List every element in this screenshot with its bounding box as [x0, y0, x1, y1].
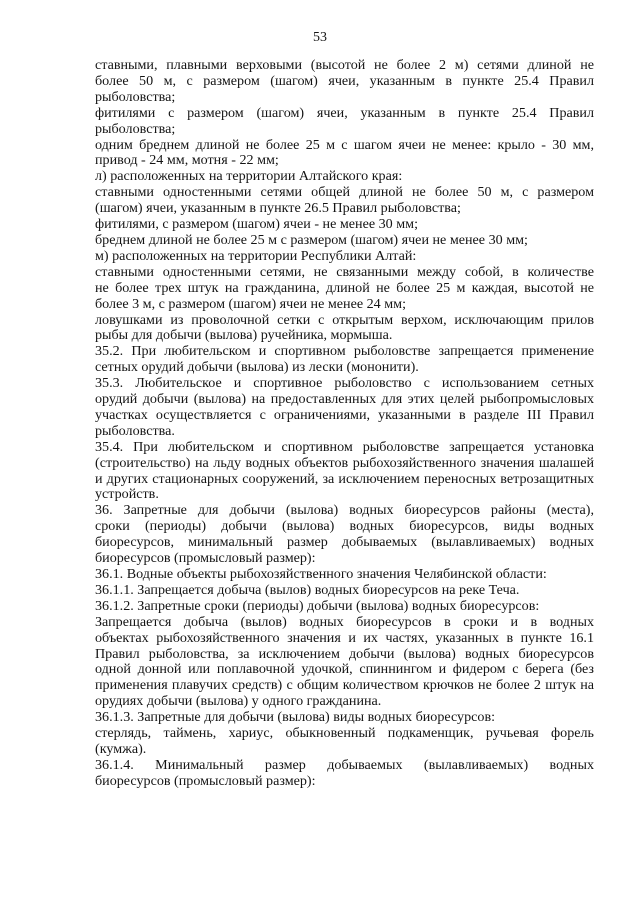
text-line: фитилями с размером (шагом) ячеи, указанным в пункте 25.4 Правил [95, 104, 594, 121]
text-line: орудий добычи (вылова) на предоставленных для этих целей рыбопромысловых [95, 391, 594, 408]
text-line: применения плавучих средств) с общим количеством крючков не более 2 штук на [95, 677, 594, 694]
paragraph [64, 583, 594, 599]
paragraph [64, 313, 594, 345]
text-line: 35.4. При любительском и спортивном рыболовстве запрещается установка [95, 438, 594, 455]
text-line: л) расположенных на территории Алтайского края: [95, 168, 403, 185]
text-line: 36.1.2. Запретные сроки (периоды) добычи (вылова) водных биоресурсов: [95, 597, 540, 614]
text-line: фитилями, с размером (шагом) ячеи - не менее 30 мм; [95, 216, 418, 233]
text-line: ставными одностенными сетями, не связанными между собой, в количестве [95, 263, 594, 280]
text-line: объектах рыбохозяйственного значения и их частях, указанных в пункте 16.1 [95, 629, 594, 646]
text-line: рыболовства. [95, 422, 175, 439]
paragraph [64, 615, 594, 710]
text-line: (строительство) на льду водных объектов рыбохозяйственного значения шалашей [95, 454, 594, 471]
text-line: стерлядь, таймень, хариус, обыкновенный подкаменщик, ручьевая форель [95, 725, 594, 742]
text-line: бреднем длиной не более 25 м с размером (шагом) ячеи не менее 30 мм; [95, 231, 528, 248]
text-line: одной донной или поплавочной удочкой, спиннингом и фидером с берега (без [95, 661, 594, 678]
paragraph [64, 710, 594, 726]
text-line: 36.1. Водные объекты рыбохозяйственного значения Челябинской области: [95, 566, 547, 582]
text-line: рыболовства; [95, 88, 176, 105]
text-line: 35.2. При любительском и спортивном рыболовстве запрещается применение [95, 343, 594, 360]
paragraph [64, 138, 594, 170]
text-line: 36.1.3. Запретные для добычи (вылова) виды водных биоресурсов: [95, 709, 496, 726]
paragraph [64, 599, 594, 615]
text-line: биоресурсов (промысловый размер): [95, 550, 316, 567]
text-line: 35.3. Любительское и спортивное рыболовство с использованием сетных [95, 375, 594, 392]
paragraph [64, 106, 594, 138]
text-line: рыболовства; [95, 120, 176, 137]
paragraph [64, 217, 594, 233]
page-number: 53 [313, 30, 327, 45]
text-line: устройств. [95, 486, 159, 503]
text-line: орудиях добычи (вылова) у одного гражданина. [95, 693, 382, 710]
document-body [64, 58, 594, 790]
text-line: сроки (периоды) добычи (вылова) водных биоресурсов, виды водных [95, 518, 594, 535]
paragraph [64, 376, 594, 440]
text-line: Запрещается добыча (вылов) водных биоресурсов в сроки и в водных [95, 613, 594, 630]
paragraph [64, 726, 594, 758]
text-line: ловушками из проволочной сетки с открытым верхом, исключающим прилов [95, 311, 594, 328]
text-line: не более трех штук на гражданина, длиной не более 25 м каждая, высотой не [95, 279, 594, 296]
text-line: и других стационарных сооружений, за исключением переносных ветрозащитных [95, 470, 594, 487]
text-line: более 50 м, с размером (шагом) ячеи, указанным в пункте 25.4 Правил [95, 72, 594, 89]
paragraph [64, 567, 594, 583]
text-line: более 3 м, с размером (шагом) ячеи не менее 24 мм; [95, 295, 407, 312]
text-line: биоресурсов, минимальный размер добываемых (вылавливаемых) водных [95, 534, 594, 551]
text-line: (кумжа). [95, 740, 147, 757]
paragraph [64, 169, 594, 185]
text-line: (шагом) ячеи, указанным в пункте 26.5 Правил рыболовства; [95, 200, 461, 217]
paragraph [64, 758, 594, 790]
text-line: ставными, плавными верховыми (высотой не более 2 м) сетями длиной не [95, 57, 594, 73]
text-line: ставными одностенными сетями общей длиной не более 50 м, с размером [95, 184, 594, 201]
paragraph [64, 440, 594, 504]
paragraph [64, 249, 594, 265]
text-line: рыбы для добычи (вылова) ручейника, мормыша. [95, 327, 393, 344]
text-line: 36.1.4. Минимальный размер добываемых (вылавливаемых) водных [95, 756, 594, 773]
paragraph [64, 503, 594, 567]
text-line: одним бреднем длиной не более 25 м с шагом ячеи не менее: крыло - 30 мм, [95, 136, 594, 153]
text-line: биоресурсов (промысловый размер): [95, 772, 316, 789]
paragraph [64, 265, 594, 313]
paragraph [64, 185, 594, 217]
text-line: 36.1.1. Запрещается добыча (вылов) водных биоресурсов на реке Теча. [95, 581, 520, 598]
text-line: привод - 24 мм, мотня - 22 мм; [95, 152, 279, 169]
paragraph [64, 233, 594, 249]
text-line: участках осуществляется с ограничениями, указанными в разделе III Правил [95, 406, 594, 423]
text-line: м) расположенных на территории Республики Алтай: [95, 247, 417, 264]
paragraph [64, 344, 594, 376]
text-line: сетных орудий добычи (вылова) из лески (мононити). [95, 359, 419, 376]
paragraph [64, 58, 594, 106]
text-line: Правил рыболовства, за исключением добычи (вылова) водных биоресурсов [95, 645, 594, 662]
text-line: 36. Запретные для добычи (вылова) водных биоресурсов районы (места), [95, 502, 594, 519]
